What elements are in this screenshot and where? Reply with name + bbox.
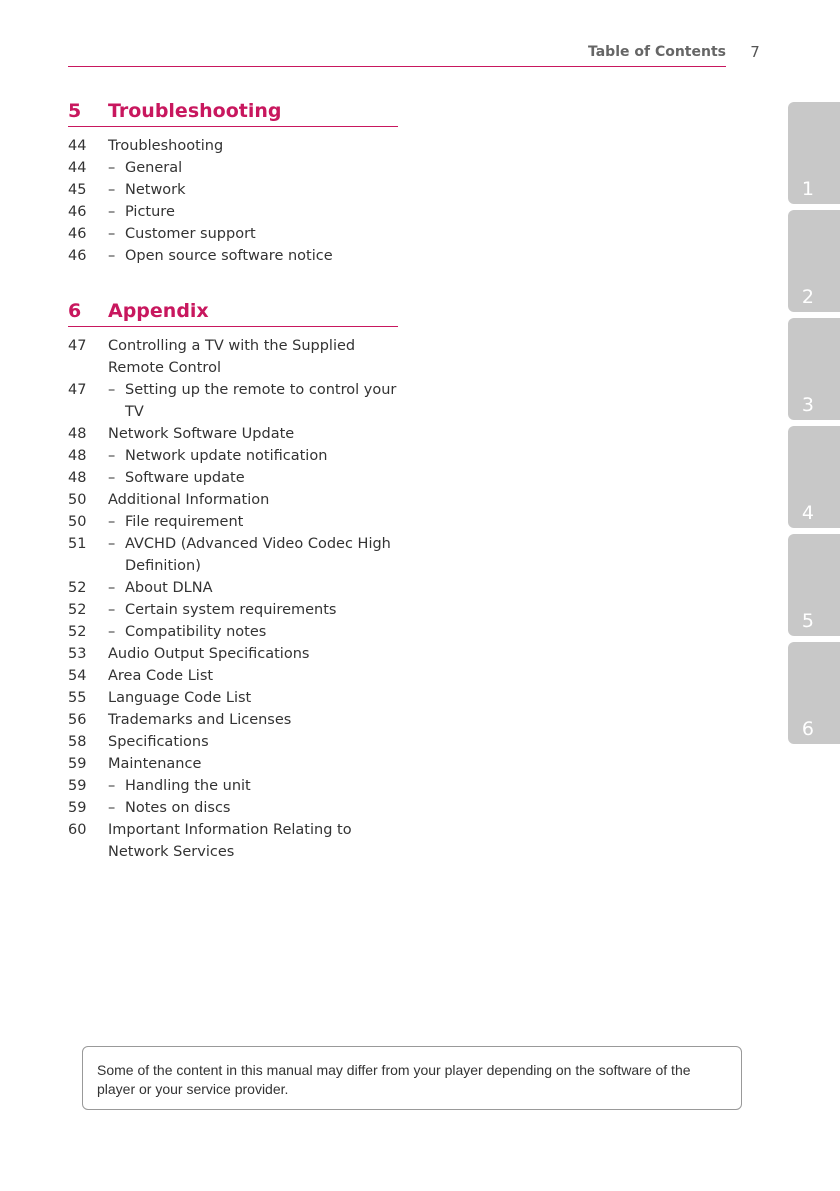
toc-page: 59 [68, 756, 87, 772]
toc-page: 44 [68, 160, 87, 176]
chapter-tab-3[interactable] [788, 318, 840, 420]
dash-mark: – [108, 624, 116, 640]
header-rule [68, 66, 726, 67]
toc-entry[interactable] [68, 423, 398, 445]
dash-mark: – [108, 226, 116, 242]
toc-page: 54 [68, 668, 87, 684]
chapter-tab-6[interactable] [788, 642, 840, 744]
toc-entry[interactable] [68, 753, 398, 775]
toc-entry[interactable] [68, 379, 398, 423]
toc-text: About DLNA [125, 580, 213, 596]
toc-text: Network [125, 182, 186, 198]
toc-page: 44 [68, 138, 87, 154]
tab-label: 6 [801, 718, 814, 740]
dash-mark: – [108, 800, 116, 816]
page-number: 7 [750, 43, 760, 61]
toc-entry[interactable] [68, 797, 398, 819]
toc-entries [68, 335, 398, 863]
toc-text: Software update [125, 470, 245, 486]
toc-page: 46 [68, 248, 87, 264]
toc-text: Specifications [108, 734, 209, 750]
toc-page: 46 [68, 226, 87, 242]
header-title: Table of Contents [587, 44, 726, 60]
chapter-tab-2[interactable] [788, 210, 840, 312]
toc-page: 55 [68, 690, 87, 706]
toc-page: 47 [68, 382, 87, 398]
toc-entry[interactable] [68, 335, 398, 379]
dash-mark: – [108, 580, 116, 596]
tab-label: 2 [801, 286, 814, 308]
toc-entry[interactable] [68, 621, 398, 643]
chapter-tab-5[interactable] [788, 534, 840, 636]
toc-text: Notes on discs [125, 800, 231, 816]
dash-mark: – [108, 778, 116, 794]
section-appendix [68, 298, 398, 863]
toc-entries [68, 135, 398, 267]
section-title: Troubleshooting [108, 100, 282, 122]
tab-label: 1 [801, 178, 814, 200]
toc-entry[interactable] [68, 467, 398, 489]
toc-page: 47 [68, 338, 87, 354]
toc-text: Compatibility notes [125, 624, 267, 640]
dash-mark: – [108, 470, 116, 486]
toc-page: 58 [68, 734, 87, 750]
toc-entry[interactable] [68, 577, 398, 599]
toc-page: 53 [68, 646, 87, 662]
toc-entry[interactable] [68, 179, 398, 201]
toc-page: 59 [68, 800, 87, 816]
toc-entry[interactable] [68, 665, 398, 687]
toc-text: Certain system requirements [125, 602, 337, 618]
toc-text: Additional Information [108, 492, 270, 508]
toc-entry[interactable] [68, 157, 398, 179]
toc-page: 45 [68, 182, 87, 198]
dash-mark: – [108, 382, 116, 398]
toc-entry[interactable] [68, 533, 398, 577]
toc-page: 51 [68, 536, 87, 552]
section-title: Appendix [108, 300, 209, 322]
toc-entry[interactable] [68, 819, 398, 863]
dash-mark: – [108, 536, 116, 552]
toc-entry[interactable] [68, 511, 398, 533]
toc-entry[interactable] [68, 245, 398, 267]
section-heading [68, 98, 398, 127]
toc-entry[interactable] [68, 599, 398, 621]
tab-label: 4 [801, 502, 814, 524]
toc-text: Important Information Relating to Network Services [108, 822, 352, 860]
toc-page: 50 [68, 514, 87, 530]
section-number: 5 [68, 100, 82, 122]
toc-entry[interactable] [68, 687, 398, 709]
toc-page: 46 [68, 204, 87, 220]
toc-page: 52 [68, 580, 87, 596]
toc-text: Network update notification [125, 448, 328, 464]
toc-text: Maintenance [108, 756, 202, 772]
toc-text: File requirement [125, 514, 244, 530]
toc-entry[interactable] [68, 135, 398, 157]
toc-entry[interactable] [68, 709, 398, 731]
toc-entry[interactable] [68, 223, 398, 245]
toc-text: Handling the unit [125, 778, 251, 794]
toc-entry[interactable] [68, 445, 398, 467]
toc-page: 59 [68, 778, 87, 794]
toc-page: 52 [68, 624, 87, 640]
toc-text: Audio Output Specifications [108, 646, 310, 662]
dash-mark: – [108, 204, 116, 220]
toc-text: Troubleshooting [108, 138, 224, 154]
toc-page: 50 [68, 492, 87, 508]
toc-text: Area Code List [108, 668, 214, 684]
chapter-tab-4[interactable] [788, 426, 840, 528]
toc-entry[interactable] [68, 489, 398, 511]
dash-mark: – [108, 514, 116, 530]
toc-text: Customer support [125, 226, 256, 242]
toc-page: 52 [68, 602, 87, 618]
toc-text: General [125, 160, 183, 176]
toc-text: Trademarks and Licenses [108, 712, 292, 728]
toc-page: 48 [68, 470, 87, 486]
dash-mark: – [108, 182, 116, 198]
toc-text: Controlling a TV with the Supplied Remote Control [108, 338, 356, 376]
toc-text: Language Code List [108, 690, 252, 706]
section-heading [68, 298, 398, 327]
toc-entry[interactable] [68, 775, 398, 797]
tab-label: 3 [801, 394, 814, 416]
chapter-tab-1[interactable] [788, 102, 840, 204]
toc-text: AVCHD (Advanced Video Codec High Definition) [125, 536, 391, 574]
dash-mark: – [108, 602, 116, 618]
section-troubleshooting [68, 98, 398, 267]
dash-mark: – [108, 448, 116, 464]
section-number: 6 [68, 300, 82, 322]
toc-entry[interactable] [68, 643, 398, 665]
toc-page: 60 [68, 822, 87, 838]
toc-page: 48 [68, 448, 87, 464]
toc-text: Setting up the remote to control your TV [125, 382, 397, 420]
notice-box: Some of the content in this manual may differ from your player depending on the software of the player or your service provider. [82, 1046, 742, 1110]
toc-page: 48 [68, 426, 87, 442]
toc-text: Open source software notice [125, 248, 333, 264]
dash-mark: – [108, 248, 116, 264]
tab-label: 5 [801, 610, 814, 632]
toc-entry[interactable] [68, 201, 398, 223]
toc-entry[interactable] [68, 731, 398, 753]
toc-text: Network Software Update [108, 426, 295, 442]
toc-page: 56 [68, 712, 87, 728]
toc-text: Picture [125, 204, 175, 220]
dash-mark: – [108, 160, 116, 176]
